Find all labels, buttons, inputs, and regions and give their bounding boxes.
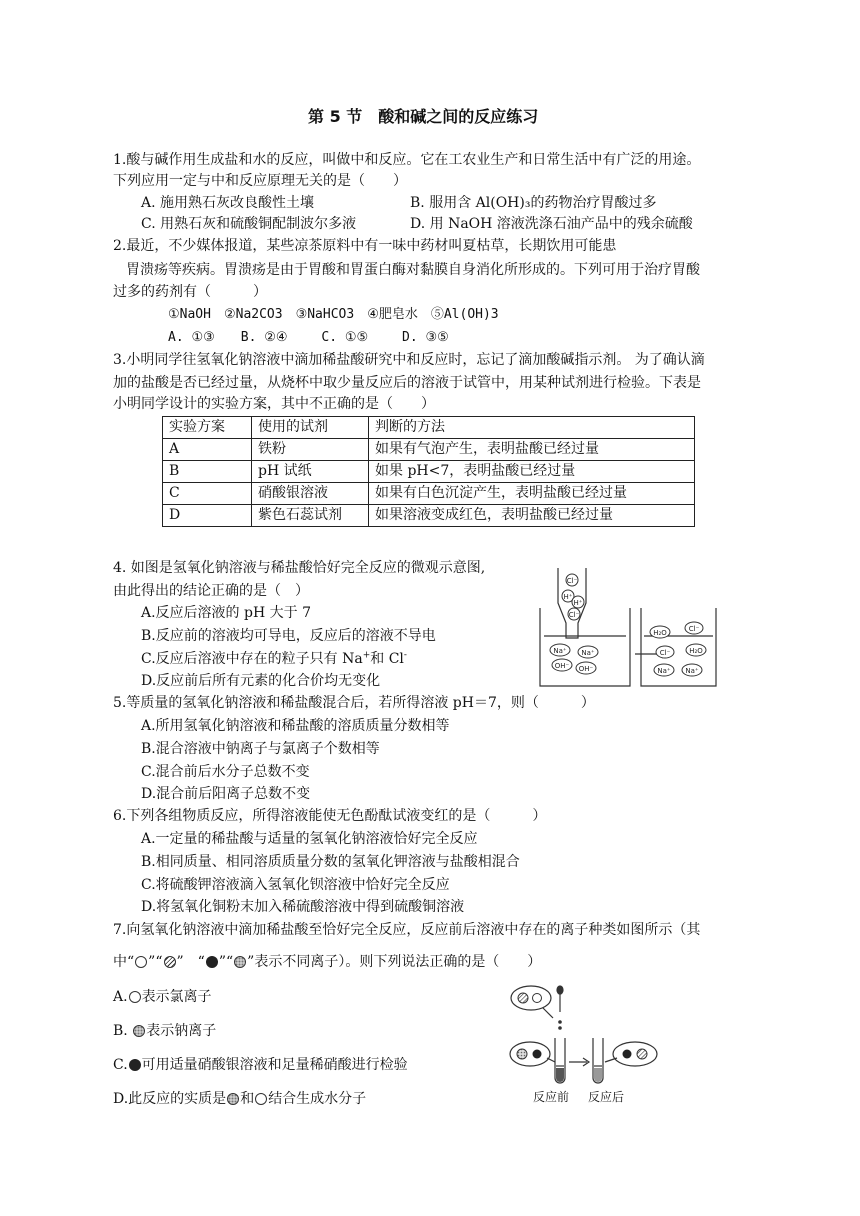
q5-stem: 5.等质量的氢氧化钠溶液和稀盐酸混合后，若所得溶液 pH＝7，则（ ）: [113, 695, 595, 711]
ion-label: Na⁺: [581, 649, 595, 657]
q4-option-d: D.反应前后所有元素的化合价均无变化: [141, 673, 381, 689]
dotted-ion-icon: [133, 1025, 145, 1037]
q4-c-sup1: +: [362, 650, 371, 661]
white-ion-icon: [135, 956, 147, 968]
q7-text: 中“: [113, 954, 135, 970]
q7-stem-line2: [113, 952, 541, 972]
ion-label: Cl⁻: [659, 649, 671, 657]
q2-stem-line1: 2.最近，不少媒体报道，某些凉茶原料中有一味中药材叫夏枯草，长期饮用可能患: [113, 238, 617, 254]
table-cell: 如果溶液变成红色，表明盐酸已经过量: [369, 505, 695, 527]
table-cell: 铁粉: [252, 439, 369, 461]
table-cell: 如果有白色沉淀产生，表明盐酸已经过量: [369, 483, 695, 505]
q5-option-a: A.所用氢氧化钠溶液和稀盐酸的溶质质量分数相等: [141, 718, 450, 734]
table-cell: 如果有气泡产生，表明盐酸已经过量: [369, 439, 695, 461]
q7-text: C.: [113, 1057, 128, 1073]
q6-option-c: C.将硫酸钾溶液滴入氢氧化钡溶液中恰好完全反应: [141, 877, 450, 893]
table-cell: 硝酸银溶液: [252, 483, 369, 505]
q7-option-a: [113, 987, 212, 1007]
q4-c-sup2: -: [403, 650, 407, 661]
q2-choices: A. ①③ B. ②④ C. ①⑤ D. ③⑤: [168, 330, 449, 345]
q7-option-b: [113, 1021, 216, 1041]
q4-option-a: A.反应后溶液的 pH 大于 7: [141, 605, 311, 621]
q3-stem-line2: 加的盐酸是否已经过量，从烧杯中取少量反应后的溶液于试管中，用某种试剂进行检验。下表是: [113, 375, 701, 391]
q7-text: ”“: [218, 954, 234, 970]
q1-option-d: D. 用 NaOH 溶液洗涤石油产品中的残余硫酸: [410, 216, 693, 232]
q6-option-d: D.将氢氧化铜粉末加入稀硫酸溶液中得到硫酸铜溶液: [141, 899, 465, 915]
q4-stem-line1: 4. 如图是氢氧化钠溶液与稀盐酸恰好完全反应的微观示意图,: [113, 560, 486, 576]
table-cell: D: [163, 505, 252, 527]
q7-text: B.: [113, 1023, 133, 1039]
q7-stem-line1: 7.向氢氧化钠溶液中滴加稀盐酸至恰好完全反应，反应前后溶液中存在的离子种类如图所示（其: [113, 922, 701, 938]
q6-option-b: B.相同质量、相同溶质质量分数的氢氧化钾溶液与盐酸相混合: [141, 854, 520, 870]
q7-text: ”“: [148, 954, 163, 970]
ion-label: Na⁺: [657, 667, 671, 675]
q7-text: 表示钠离子: [146, 1023, 217, 1039]
ion-label: Cl⁻: [566, 577, 578, 585]
q6-option-a: A.一定量的稀盐酸与适量的氢氧化钠溶液恰好完全反应: [141, 831, 478, 847]
q7-text: ”表示不同离子）。则下列说法正确的是（ ）: [247, 954, 542, 970]
table-cell: 紫色石蕊试剂: [252, 505, 369, 527]
ion-label: OH⁻: [554, 662, 570, 670]
q7-text: 和: [240, 1091, 255, 1107]
table-cell: 如果 pH<7，表明盐酸已经过量: [369, 461, 695, 483]
q1-option-a: A. 施用熟石灰改良酸性土壤: [141, 195, 315, 211]
q7-option-d: [113, 1089, 366, 1109]
q7-option-c: [113, 1055, 408, 1075]
dotted-ion-icon: [227, 1093, 239, 1105]
q3-stem-line3: 小明同学设计的实验方案，其中不正确的是（ ）: [113, 396, 435, 412]
q4-option-c: [141, 649, 407, 669]
white-ion-icon: [255, 1093, 267, 1105]
table-cell: A: [163, 439, 252, 461]
table-row: [163, 439, 695, 461]
after-ions: [650, 622, 706, 676]
q5-option-c: C.混合前后水分子总数不变: [141, 764, 310, 780]
q1-option-b: B. 服用含 Al(OH)₃的药物治疗胃酸过多: [410, 195, 657, 211]
q4-c-mid: 和 Cl: [370, 651, 404, 667]
black-ion-icon: [206, 956, 218, 968]
q6-stem: 6.下列各组物质反应，所得溶液能使无色酚酞试液变红的是（ ）: [113, 808, 547, 824]
q7-text: 可用适量硝酸银溶液和足量稀硝酸进行检验: [141, 1057, 408, 1073]
q1-option-c: C. 用熟石灰和硫酸铜配制波尔多液: [141, 216, 357, 232]
black-ion-icon: [129, 1059, 141, 1071]
q4-reaction-figure: [538, 568, 718, 693]
q2-stem-line2: 胃溃疡等疾病。胃溃疡是由于胃酸和胃蛋白酶对黏膜自身消化所形成的。下列可用于治疗胃酸: [126, 262, 700, 278]
ion-label: H⁺: [573, 599, 583, 607]
q2-stem-line3: 过多的药剂有（ ）: [113, 284, 267, 300]
q7-reaction-figure: [505, 982, 665, 1107]
q3-stem-line1: 3.小明同学往氢氧化钠溶液中滴加稀盐酸研究中和反应时，忘记了滴加酸碱指示剂。 为了确认滴: [113, 352, 705, 368]
q5-option-d: D.混合前后阳离子总数不变: [141, 786, 311, 802]
q4-stem-line2: 由此得出的结论正确的是（ ）: [113, 583, 309, 599]
q4-option-b: B.反应前的溶液均可导电，反应后的溶液不导电: [141, 628, 436, 644]
q4-c-text: C.反应后溶液中存在的粒子只有 Na: [141, 651, 363, 667]
table-cell: C: [163, 483, 252, 505]
q2-items: ①NaOH ②Na2CO3 ③NaHCO3 ④肥皂水 ⑤Al(OH)3: [168, 307, 499, 322]
q7-text: ” “: [176, 954, 205, 970]
before-label: 反应前: [533, 1090, 570, 1104]
q1-stem-line1: 1.酸与碱作用生成盐和水的反应，叫做中和反应。它在工农业生产和日常生活中有广泛的用途。: [113, 152, 701, 168]
white-ion-icon: [129, 991, 141, 1003]
table-cell: B: [163, 461, 252, 483]
q7-text: 表示氯离子: [141, 989, 212, 1005]
q5-option-b: B.混合溶液中钠离子与氯离子个数相等: [141, 741, 380, 757]
table-header-row: [163, 417, 695, 439]
dotted-ion-icon: [234, 956, 246, 968]
q1-stem-line2: 下列应用一定与中和反应原理无关的是（ ）: [113, 173, 407, 189]
table-header: 使用的试剂: [252, 417, 369, 439]
dropper-ions: [562, 574, 584, 620]
ion-label: Cl⁻: [568, 611, 580, 619]
ion-label: Cl⁻: [688, 625, 700, 633]
ion-label: H₂O: [689, 647, 703, 655]
table-row: [163, 461, 695, 483]
hatched-ion-icon: [164, 956, 176, 968]
table-row: [163, 505, 695, 527]
table-cell: pH 试纸: [252, 461, 369, 483]
experiment-table: [162, 416, 695, 527]
page-title: 第 5 节 酸和碱之间的反应练习: [308, 107, 539, 126]
before-ions: [550, 644, 598, 674]
table-header: 判断的方法: [369, 417, 695, 439]
q7-text: D.此反应的实质是: [113, 1091, 227, 1107]
q7-text: A.: [113, 989, 128, 1005]
after-label: 反应后: [588, 1090, 625, 1104]
ion-label: OH⁻: [578, 665, 594, 673]
table-row: [163, 483, 695, 505]
ion-label: H⁺: [563, 593, 573, 601]
q7-text: 结合生成水分子: [268, 1091, 367, 1107]
ion-label: H₂O: [653, 629, 667, 637]
table-header: 实验方案: [163, 417, 252, 439]
ion-label: Na⁺: [553, 647, 567, 655]
ion-label: Na⁺: [685, 667, 699, 675]
